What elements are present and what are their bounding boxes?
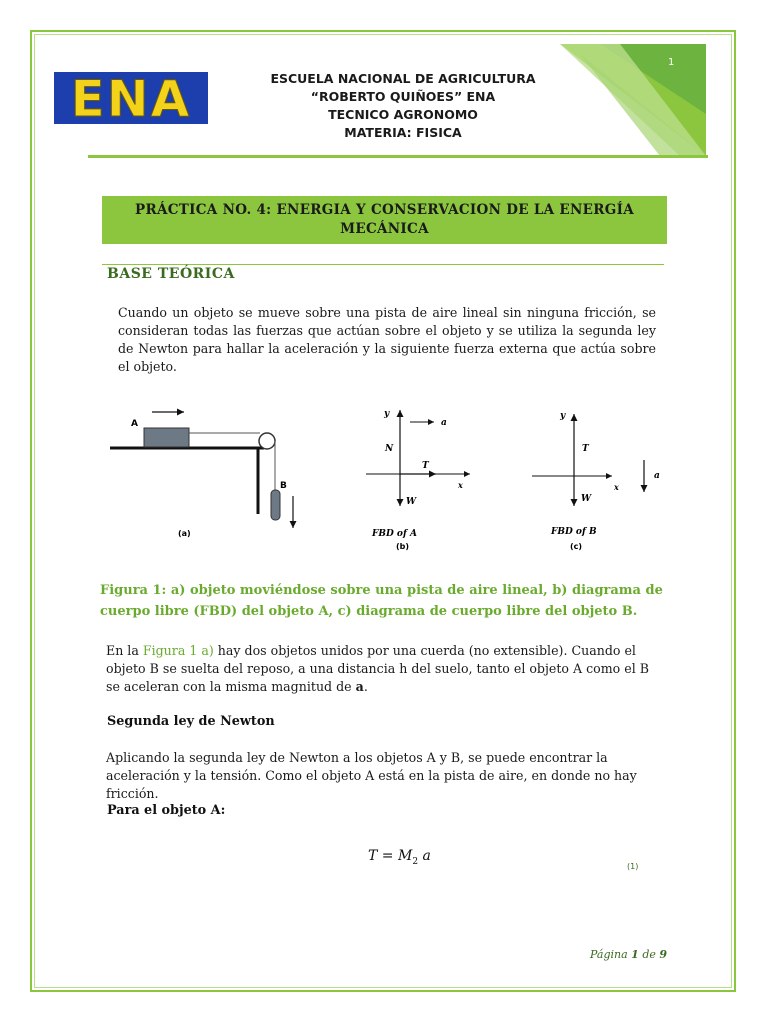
intro-paragraph: Cuando un objeto se mueve sobre una pista de aire lineal sin ninguna fricción, se consideran todas las fuerzas que actúan sobre el objeto y se utiliza la segunda ley de Newton para hallar la aceleración y la siguiente fuerza externa que actúa sobre el objeto. — [118, 305, 656, 374]
footer-current: 1 — [631, 948, 639, 961]
page-number-top: 1 — [668, 57, 675, 68]
fbd-a-title: FBD of A — [372, 529, 417, 539]
eq-sign: = — [381, 848, 394, 864]
figure-reference: Figura 1 a) — [142, 643, 214, 658]
b-w: W — [406, 497, 417, 507]
p2-post: hay dos objetos unidos por una cuerda (no extensible). Cuando el objeto B se suelta del reposo, a una distancia h del suelo, tanto el objeto A como el B se aceleran con la misma magnitud de — [106, 643, 649, 694]
b-n: N — [385, 444, 394, 454]
practice-title — [102, 196, 667, 244]
eq-subscript: 2 — [412, 856, 419, 867]
eq-lhs: T — [368, 848, 378, 864]
b-t: T — [422, 461, 429, 471]
section-heading: BASE TEÓRICA — [107, 266, 235, 282]
p2-end: . — [363, 679, 368, 694]
equation-number: (1) — [627, 862, 639, 871]
panel-c — [532, 411, 660, 551]
label-a: A — [131, 419, 138, 429]
paragraph-3: Aplicando la segunda ley de Newton a los objetos A y B, se puede encontrar la aceleración y la tensión. Como el objeto A está en la pista de aire, en donde no hay fricción. — [106, 750, 637, 801]
panel-a-caption: (a) — [178, 529, 191, 538]
physics-figure — [104, 396, 684, 564]
footer-label: Página — [590, 948, 628, 961]
panel-a — [110, 412, 293, 538]
block-a — [144, 428, 189, 447]
logo-text: ENA — [70, 72, 192, 124]
subheading-newton: Segunda ley de Newton — [107, 714, 275, 729]
school-name: ESCUELA NACIONAL DE AGRICULTURA — [270, 71, 536, 86]
b-y: y — [384, 409, 390, 419]
fbd-b-title: FBD of B — [551, 527, 597, 537]
school-header — [230, 70, 576, 142]
block-b — [271, 490, 280, 520]
panel-b — [366, 409, 470, 551]
c-y: y — [560, 411, 566, 421]
program-name: TECNICO AGRONOMO — [328, 107, 478, 122]
footer-total: 9 — [659, 948, 668, 961]
c-x: x — [614, 482, 619, 492]
corner-decoration — [560, 44, 706, 156]
eq-mass: M — [397, 848, 413, 864]
eq-accel: a — [422, 848, 431, 864]
b-a: a — [441, 418, 447, 428]
p2-pre: En la — [106, 643, 143, 658]
pulley — [259, 433, 275, 449]
b-x: x — [458, 480, 463, 490]
title-line-1: PRÁCTICA NO. 4: ENERGIA Y CONSERVACION DE LA ENERGÍA — [135, 202, 634, 218]
c-t: T — [582, 444, 589, 454]
panel-b-caption: (b) — [396, 542, 410, 551]
footer-of: de — [642, 948, 656, 961]
c-a: a — [654, 471, 660, 481]
c-w: W — [581, 494, 592, 504]
figure-caption: Figura 1: a) objeto moviéndose sobre una pista de aire lineal, b) diagrama de cuerpo libre (FBD) del objeto A, c) diagrama de cuerpo libre del objeto B. — [100, 583, 663, 619]
header-rule — [88, 155, 708, 158]
subheading-object-a: Para el objeto A: — [107, 803, 226, 818]
page-footer — [590, 948, 667, 961]
paragraph-2 — [106, 642, 662, 696]
section-rule — [102, 264, 664, 265]
label-b: B — [280, 481, 287, 491]
school-subname: “ROBERTO QUIÑOES” ENA — [310, 89, 496, 104]
subject-name: MATERIA: FISICA — [344, 125, 462, 140]
title-line-2: MECÁNICA — [340, 221, 429, 237]
panel-c-caption: (c) — [570, 542, 583, 551]
equation-1 — [368, 848, 431, 867]
p2-bold-a: a — [355, 679, 364, 694]
ena-logo — [54, 72, 208, 124]
